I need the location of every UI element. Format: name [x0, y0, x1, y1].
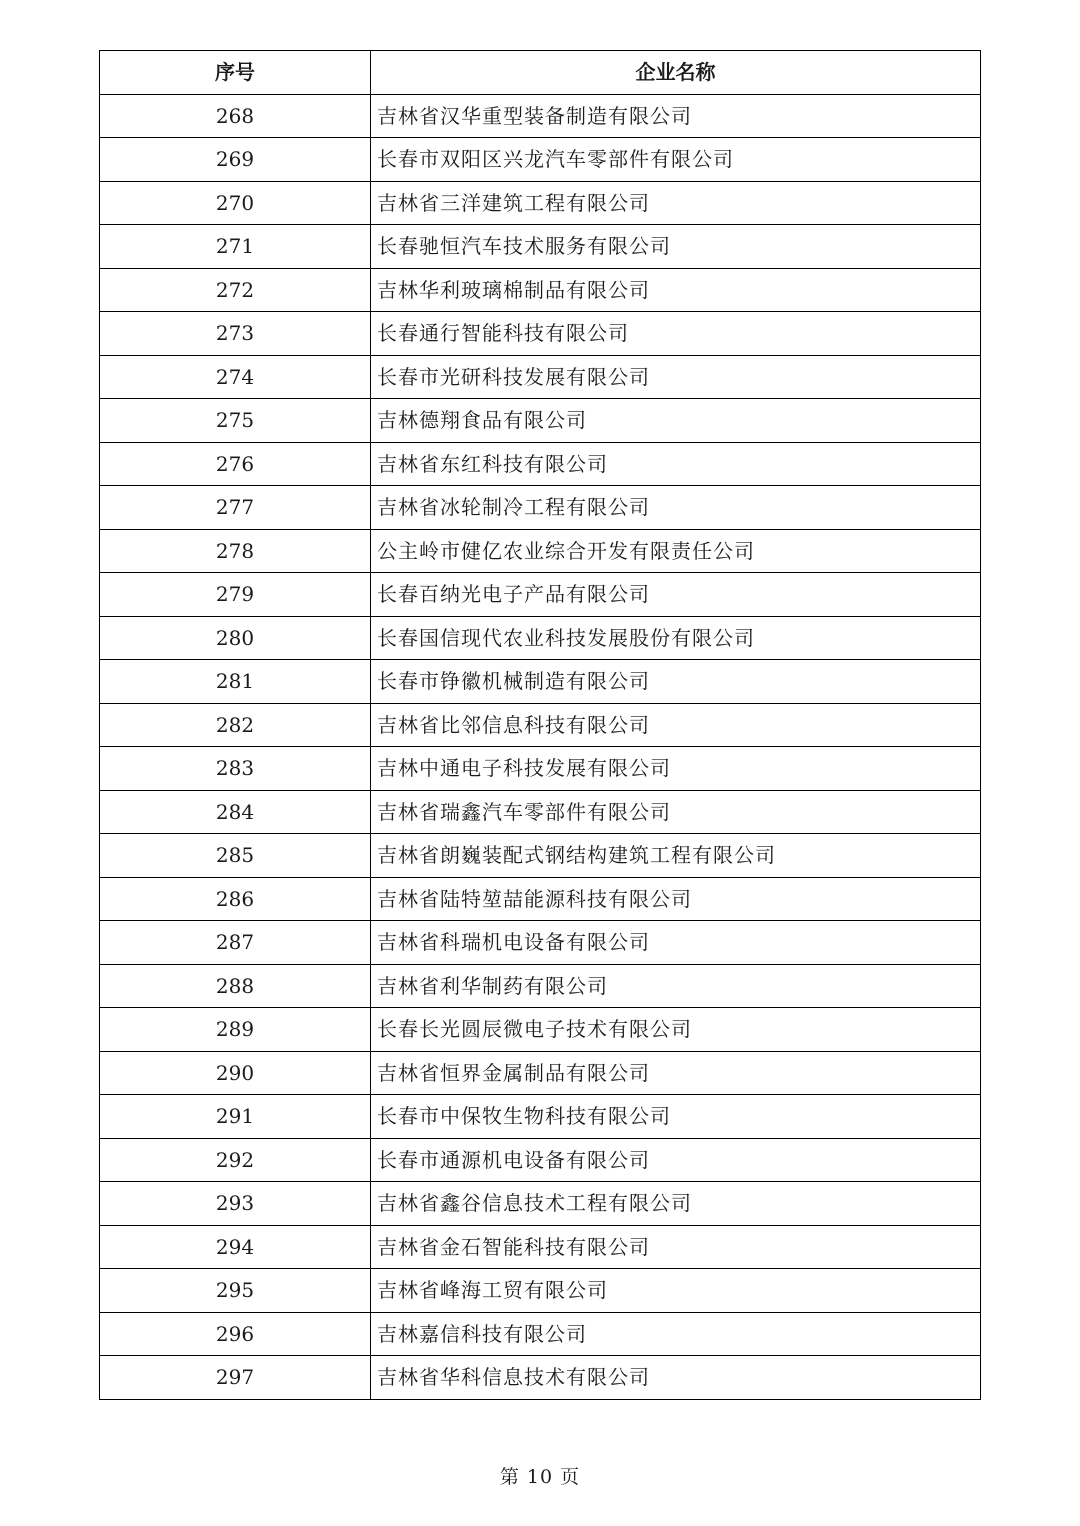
table-row [100, 1269, 981, 1313]
row-index: 287 [100, 921, 371, 965]
row-company-name: 长春驰恒汽车技术服务有限公司 [371, 225, 981, 269]
row-company-name: 长春市光研科技发展有限公司 [371, 355, 981, 399]
row-company-name: 长春通行智能科技有限公司 [371, 312, 981, 356]
row-index: 286 [100, 877, 371, 921]
row-company-name: 吉林省冰轮制冷工程有限公司 [371, 486, 981, 530]
table-row [100, 1095, 981, 1139]
row-index: 288 [100, 964, 371, 1008]
row-company-name: 吉林华利玻璃棉制品有限公司 [371, 268, 981, 312]
row-index: 283 [100, 747, 371, 791]
row-company-name: 长春长光圆辰微电子技术有限公司 [371, 1008, 981, 1052]
row-index: 273 [100, 312, 371, 356]
row-index: 292 [100, 1138, 371, 1182]
row-company-name: 长春国信现代农业科技发展股份有限公司 [371, 616, 981, 660]
table-row [100, 747, 981, 791]
row-index: 289 [100, 1008, 371, 1052]
row-index: 270 [100, 181, 371, 225]
row-company-name: 吉林省朗巍装配式钢结构建筑工程有限公司 [371, 834, 981, 878]
table-header-row [100, 51, 981, 95]
row-company-name: 长春市中保牧生物科技有限公司 [371, 1095, 981, 1139]
table-row [100, 790, 981, 834]
row-company-name: 长春百纳光电子产品有限公司 [371, 573, 981, 617]
row-index: 285 [100, 834, 371, 878]
row-index: 272 [100, 268, 371, 312]
row-index: 282 [100, 703, 371, 747]
table-row [100, 1008, 981, 1052]
table-row [100, 1312, 981, 1356]
row-company-name: 吉林省鑫谷信息技术工程有限公司 [371, 1182, 981, 1226]
table-row [100, 1051, 981, 1095]
row-index: 277 [100, 486, 371, 530]
row-index: 294 [100, 1225, 371, 1269]
row-index: 269 [100, 138, 371, 182]
row-index: 275 [100, 399, 371, 443]
table-row [100, 703, 981, 747]
row-company-name: 吉林嘉信科技有限公司 [371, 1312, 981, 1356]
row-company-name: 吉林省汉华重型装备制造有限公司 [371, 94, 981, 138]
row-company-name: 吉林省利华制药有限公司 [371, 964, 981, 1008]
row-index: 296 [100, 1312, 371, 1356]
row-index: 293 [100, 1182, 371, 1226]
table-row [100, 877, 981, 921]
table-row [100, 921, 981, 965]
row-company-name: 长春市通源机电设备有限公司 [371, 1138, 981, 1182]
table-row [100, 660, 981, 704]
table-body [100, 94, 981, 1399]
table-row [100, 1138, 981, 1182]
table-row [100, 1225, 981, 1269]
table-row [100, 181, 981, 225]
table-row [100, 399, 981, 443]
row-company-name: 吉林省恒界金属制品有限公司 [371, 1051, 981, 1095]
row-index: 276 [100, 442, 371, 486]
row-index: 290 [100, 1051, 371, 1095]
table-row [100, 1182, 981, 1226]
row-index: 284 [100, 790, 371, 834]
table-row [100, 964, 981, 1008]
table-row [100, 268, 981, 312]
table-row [100, 834, 981, 878]
table-row [100, 486, 981, 530]
table-row [100, 225, 981, 269]
row-index: 280 [100, 616, 371, 660]
row-company-name: 吉林省比邻信息科技有限公司 [371, 703, 981, 747]
row-company-name: 长春市铮徽机械制造有限公司 [371, 660, 981, 704]
row-company-name: 吉林省峰海工贸有限公司 [371, 1269, 981, 1313]
row-company-name: 长春市双阳区兴龙汽车零部件有限公司 [371, 138, 981, 182]
row-index: 291 [100, 1095, 371, 1139]
table-row [100, 312, 981, 356]
column-header-company: 企业名称 [371, 51, 981, 95]
company-list-table [99, 50, 981, 1400]
row-index: 271 [100, 225, 371, 269]
table-row [100, 1356, 981, 1400]
row-index: 278 [100, 529, 371, 573]
table-row [100, 573, 981, 617]
page-number: 第 10 页 [499, 1466, 581, 1488]
row-company-name: 吉林省科瑞机电设备有限公司 [371, 921, 981, 965]
table-row [100, 616, 981, 660]
row-index: 297 [100, 1356, 371, 1400]
table-row [100, 442, 981, 486]
row-company-name: 吉林省陆特堃喆能源科技有限公司 [371, 877, 981, 921]
row-company-name: 吉林省东红科技有限公司 [371, 442, 981, 486]
column-header-index: 序号 [100, 51, 371, 95]
table-row [100, 529, 981, 573]
row-company-name: 吉林省瑞鑫汽车零部件有限公司 [371, 790, 981, 834]
row-index: 281 [100, 660, 371, 704]
row-company-name: 吉林省华科信息技术有限公司 [371, 1356, 981, 1400]
table-row [100, 94, 981, 138]
row-company-name: 公主岭市健亿农业综合开发有限责任公司 [371, 529, 981, 573]
row-company-name: 吉林德翔食品有限公司 [371, 399, 981, 443]
row-company-name: 吉林省三洋建筑工程有限公司 [371, 181, 981, 225]
table-row [100, 355, 981, 399]
row-company-name: 吉林省金石智能科技有限公司 [371, 1225, 981, 1269]
row-index: 279 [100, 573, 371, 617]
row-index: 274 [100, 355, 371, 399]
row-index: 295 [100, 1269, 371, 1313]
table-row [100, 138, 981, 182]
row-index: 268 [100, 94, 371, 138]
row-company-name: 吉林中通电子科技发展有限公司 [371, 747, 981, 791]
